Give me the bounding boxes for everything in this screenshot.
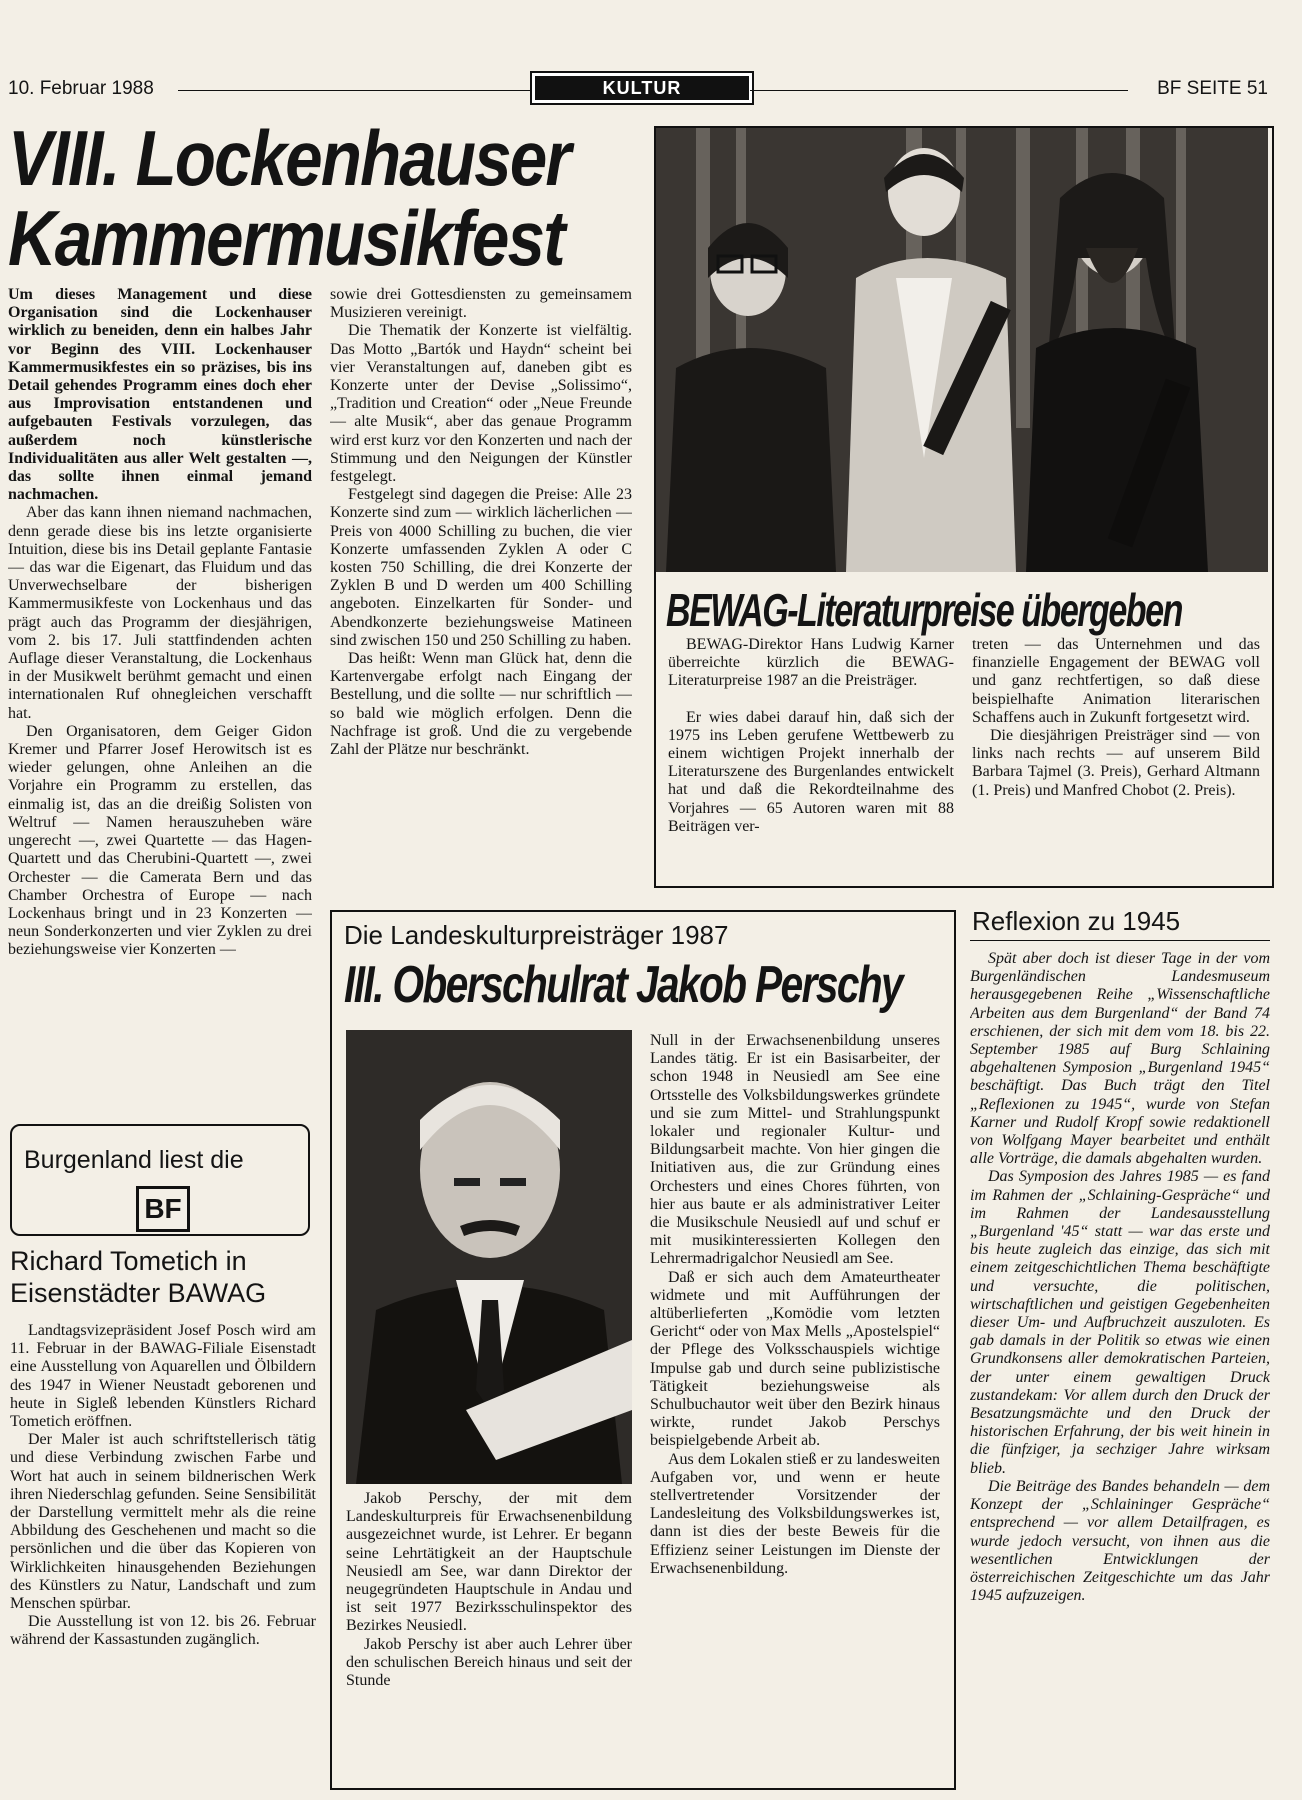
bewag-photo-illustration — [656, 128, 1268, 572]
main-article-paragraph: Das heißt: Wenn man Glück hat, denn die Kartenvergabe erfolgt nach Eingang der Bestellung, und die sollte — nur schriftlich — so bald wie möglich erfolgen. Denn die Nachfrage ist groß. Und die zu vergebende Zahl der Plätze nur beschränkt. — [330, 650, 632, 759]
perschy-portrait-photo — [346, 1030, 632, 1484]
reflexion-body — [970, 950, 1270, 1774]
promo-text: Burgenland liest die — [24, 1146, 244, 1174]
perschy-headline: III. Oberschulrat Jakob Perschy — [344, 956, 903, 1014]
perschy-col2 — [650, 1032, 940, 1774]
perschy-col1 — [346, 1490, 632, 1774]
main-article-paragraph: Aber das kann ihnen niemand nachmachen, denn gerade diese bis ins letzte organisierte Intuition, diese bis ins Detail geplante Fantasie — das war die Eigenart, das Fluidum und das Unverwechselbare der bisherigen Kammermusikfeste von Lockenhaus und das prägt auch das Programm der diesjährigen, vom 2. bis 17. Juli stattfindenden achten Auflage dieser Veranstaltung, die Lockenhaus in der Musikwelt berühmt gemacht und einen internationalen Ruf ohnegleichen verschafft hat. — [8, 504, 312, 722]
section-label-box — [530, 71, 754, 105]
header-rule-right — [750, 90, 1128, 91]
perschy-paragraph: Jakob Perschy, der mit dem Landeskulturpreis für Erwachsenenbildung ausgezeichnet wurde, ist Lehrer. Er begann seine Lehrtätigkeit an der Hauptschule Neusiedl am See, war dann Direktor der neugegründeten Hauptschule in Andau und ist seit 1977 Bezirksschulinspektor des Bezirkes Neusiedl. — [346, 1490, 632, 1635]
section-label: KULTUR — [535, 76, 749, 100]
bewag-paragraph: Er wies dabei darauf hin, daß sich der 1975 ins Leben gerufene Wettbewerb zu einem wichtigen Projekt innerhalb der Literaturszene des Burgenlandes entwickelt hat und daß die Rekordteilnahme des Vorjahres — 65 Autoren waren mit 88 Beiträgen ver- — [668, 708, 954, 835]
tometich-paragraph: Die Ausstellung ist von 12. bis 26. Februar während der Kassastunden zugänglich. — [10, 1613, 316, 1649]
bewag-award-photo — [656, 128, 1268, 572]
perschy-paragraph: Jakob Perschy ist aber auch Lehrer über den schulischen Bereich hinaus und seit der Stunde — [346, 1635, 632, 1690]
main-article-paragraph: Die Thematik der Konzerte ist vielfältig. Das Motto „Bartók und Haydn“ scheint bei vier Veranstaltungen auf, daneben gibt es Konzerte unter der Devise „Solissimo“, „Tradition und Creation“ oder „Neue Freunde — alte Musik“, aber das genaue Programm wird erst kurz vor den Konzerten und nach der Stimmung und den Neigungen der Künstler festgelegt. — [330, 322, 632, 486]
main-article-lead: Um dieses Management und diese Organisation sind die Lockenhauser wirklich zu beneiden, denn ein halbes Jahr vor Beginn des VIII. Lockenhauser Kammermusikfestes ein so präzises, bis ins Detail gehendes Programm eines doch eher aus Improvisation entstandenen und aufgebauten Festivals vorzulegen, das außerdem noch künstlerische Individualitäten aus aller Welt gestalten —, das sollte ihnen einmal jemand nachmachen. — [8, 286, 312, 504]
reflexion-paragraph: Das Symposion des Jahres 1985 — es fand im Rahmen der „Schlaining-Gespräche“ und im Rahmen der Landesausstellung „Burgenland '45“ statt — war das erste und bis heute zugleich das einzige, das sich mit einem zeitgeschichtlichen Thema beschäftigte und versuchte, die politischen, wirtschaftlichen und geistigen Gegebenheiten dieser Um- und Aufbruchzeit auszuloten. Es gab damals in der Politik so etwas wie einen Grundkonsens aller demokratischen Parteien, der unter einem gewaltigen Druck zustandekam: Vor allem durch den Druck der Besatzungsmächte und den Druck der historischen Erfahrung, der bis weit hinein in die fünfziger, ja sechziger Jahre wirksam blieb. — [970, 1168, 1270, 1477]
promo-box — [10, 1124, 310, 1236]
main-article-col2 — [330, 286, 632, 900]
bewag-paragraph: BEWAG-Direktor Hans Ludwig Karner überreichte kürzlich die BEWAG-Literaturpreise 1987 an die Preisträger. — [668, 636, 954, 690]
reflexion-paragraph: Spät aber doch ist dieser Tage in der vom Burgenländischen Landesmuseum herausgegebenen Reihe „Wissenschaftliche Arbeiten aus dem Burgenland“ der Band 74 erschienen, der sich mit dem vom 18. bis 22. September 1985 auf Burg Schlaining abgehaltenen Symposion „Burgenland 1945“ beschäftigt. Das Buch trägt den Titel „Reflexionen zu 1945“, wurde von Stefan Karner und Rudolf Kropf sowie redaktionell von Wolfgang Mayer bearbeitet und enthält alle Vorträge, die damals abgehalten wurden. — [970, 950, 1270, 1168]
issue-date: 10. Februar 1988 — [8, 78, 154, 99]
main-headline-line2: Kammermusikfest — [8, 194, 564, 282]
main-article-paragraph: Festgelegt sind dagegen die Preise: Alle 23 Konzerte sind zum — wirklich lächerlichen — Preis von 4000 Schilling zu buchen, die vier Konzerte umfassenden Zyklen A oder C kosten 750 Schilling, die drei Konzerte der Zyklen B und D werden um 400 Schilling angeboten. Einzelkarten für Sonder- und Abendkonzerte beziehungsweise Matineen sind zwischen 150 und 250 Schilling zu haben. — [330, 486, 632, 649]
perschy-kicker: Die Landeskulturpreisträger 1987 — [344, 920, 729, 950]
bewag-col1 — [668, 636, 954, 836]
tometich-paragraph: Landtagsvizepräsident Josef Posch wird am 11. Februar in der BAWAG-Filiale Eisenstadt eine Ausstellung von Aquarellen und Ölbildern des 1947 in Wiener Neustadt geborenen und heute in Sigleß lebenden Künstlers Richard Tometich eröffnen. — [10, 1322, 316, 1431]
main-article-paragraph: Den Organisatoren, dem Geiger Gidon Kremer und Pfarrer Josef Herowitsch ist es wieder gelungen, ohne Anleihen an die Vorjahre ein Programm zu erstellen, das einmalig ist, das an die dreißig Solisten von Weltruf — Namen herauszuheben wäre ungerecht —, zwei Quartette — das Hagen-Quartett und das Cherubini-Quartett —, zwei Orchester — die Camerata Bern und das Chamber Orchestra of Europe — nach Lockenhaus bringt und in 23 Konzerten — neun Sonderkonzerten und vier Zyklen zu drei beziehungsweise vier Konzerten — — [8, 722, 312, 959]
reflexion-headline: Reflexion zu 1945 — [972, 906, 1181, 936]
perschy-photo-illustration — [346, 1030, 632, 1484]
reflexion-rule — [970, 940, 1270, 941]
main-headline-line1: VIII. Lockenhauser — [8, 114, 570, 202]
tometich-body — [10, 1322, 316, 1768]
bewag-paragraph: treten — das Unternehmen und das finanzielle Engagement der BEWAG voll und ganz rechtfertigen, so daß diese beispielhafte Animation literarischen Schaffens auch in Zukunft fortgesetzt wird. — [972, 636, 1260, 726]
bf-logo: BF — [136, 1186, 190, 1232]
tometich-headline-line1: Richard Tometich in — [10, 1246, 247, 1276]
main-article-col1 — [8, 286, 312, 1116]
tometich-paragraph: Der Maler ist auch schriftstellerisch tätig und diese Verbindung zwischen Farbe und Wort hat auch in seinem bildnerischen Werk ihren Niederschlag gefunden. Seine Sensibilität der Darstellung vermittelt mehr als die reine Abbildung des Geschehenen und macht so die persönlichen und die über das Kopieren von Wirklichkeiten hinausgehenden Beziehungen des Künstlers zu Natur, Landschaft und zum Menschen spürbar. — [10, 1431, 316, 1613]
perschy-paragraph: Null in der Erwachsenenbildung unseres Landes tätig. Er ist ein Basisarbeiter, der schon 1948 in Neusiedl am See eine Ortsstelle des Volksbildungswerkes gründete und sie zum Mittel- und Strahlungspunkt lokaler und regionaler Kultur- und Bildungsarbeit machte. Von hier gingen die Initiativen aus, die zur Gründung eines Orchesters und eines Chores führten, von hier aus baute er als administrativer Leiter die Musikschule Neusiedl auf und schuf er mit musikinteressierten Kollegen den Lehrermadrigalchor Neusiedl am See. — [650, 1032, 940, 1268]
tometich-headline-line2: Eisenstädter BAWAG — [10, 1278, 267, 1308]
main-article-paragraph: sowie drei Gottesdiensten zu gemeinsamem Musizieren vereinigt. — [330, 286, 632, 322]
perschy-paragraph: Aus dem Lokalen stieß er zu landesweiten Aufgaben vor, und wenn er heute stellvertretender Vorsitzender der Landesleitung des Volksbildungswerkes ist, dann ist dies der beste Beweis für die Effizienz seiner Leistungen im Dienste der Erwachsenenbildung. — [650, 1450, 940, 1577]
bewag-col2 — [972, 636, 1260, 800]
page-number: BF SEITE 51 — [1157, 78, 1268, 99]
perschy-paragraph: Daß er sich auch dem Amateurtheater widmete und mit Aufführungen der altüberlieferten „Komödie vom letzten Gericht“ oder von Max Mells „Apostelspiel“ der Pflege des Volksschauspiels wichtige Impulse gab und durch seine publizistische Tätigkeit beziehungsweise als Schulbuchautor weit über den Bezirk hinaus wirkte, rundet Jakob Perschys beispielgebende Arbeit ab. — [650, 1268, 940, 1450]
bewag-headline: BEWAG-Literaturpreise übergeben — [666, 584, 1182, 636]
bewag-paragraph: Die diesjährigen Preisträger sind — von links nach rechts — auf unserem Bild Barbara Tajmel (3. Preis), Gerhard Altmann (1. Preis) und Manfred Chobot (2. Preis). — [972, 727, 1260, 799]
header-rule-left — [178, 90, 530, 91]
reflexion-paragraph: Die Beiträge des Bandes behandeln — dem Konzept der „Schlaininger Gespräche“ entsprechend — vor allem Detailfragen, es wurde jedoch versucht, von ihnen aus die wesentlichen Entwicklungen der österreichischen Zeitgeschichte um das Jahr 1945 aufzuzeigen. — [970, 1477, 1270, 1605]
